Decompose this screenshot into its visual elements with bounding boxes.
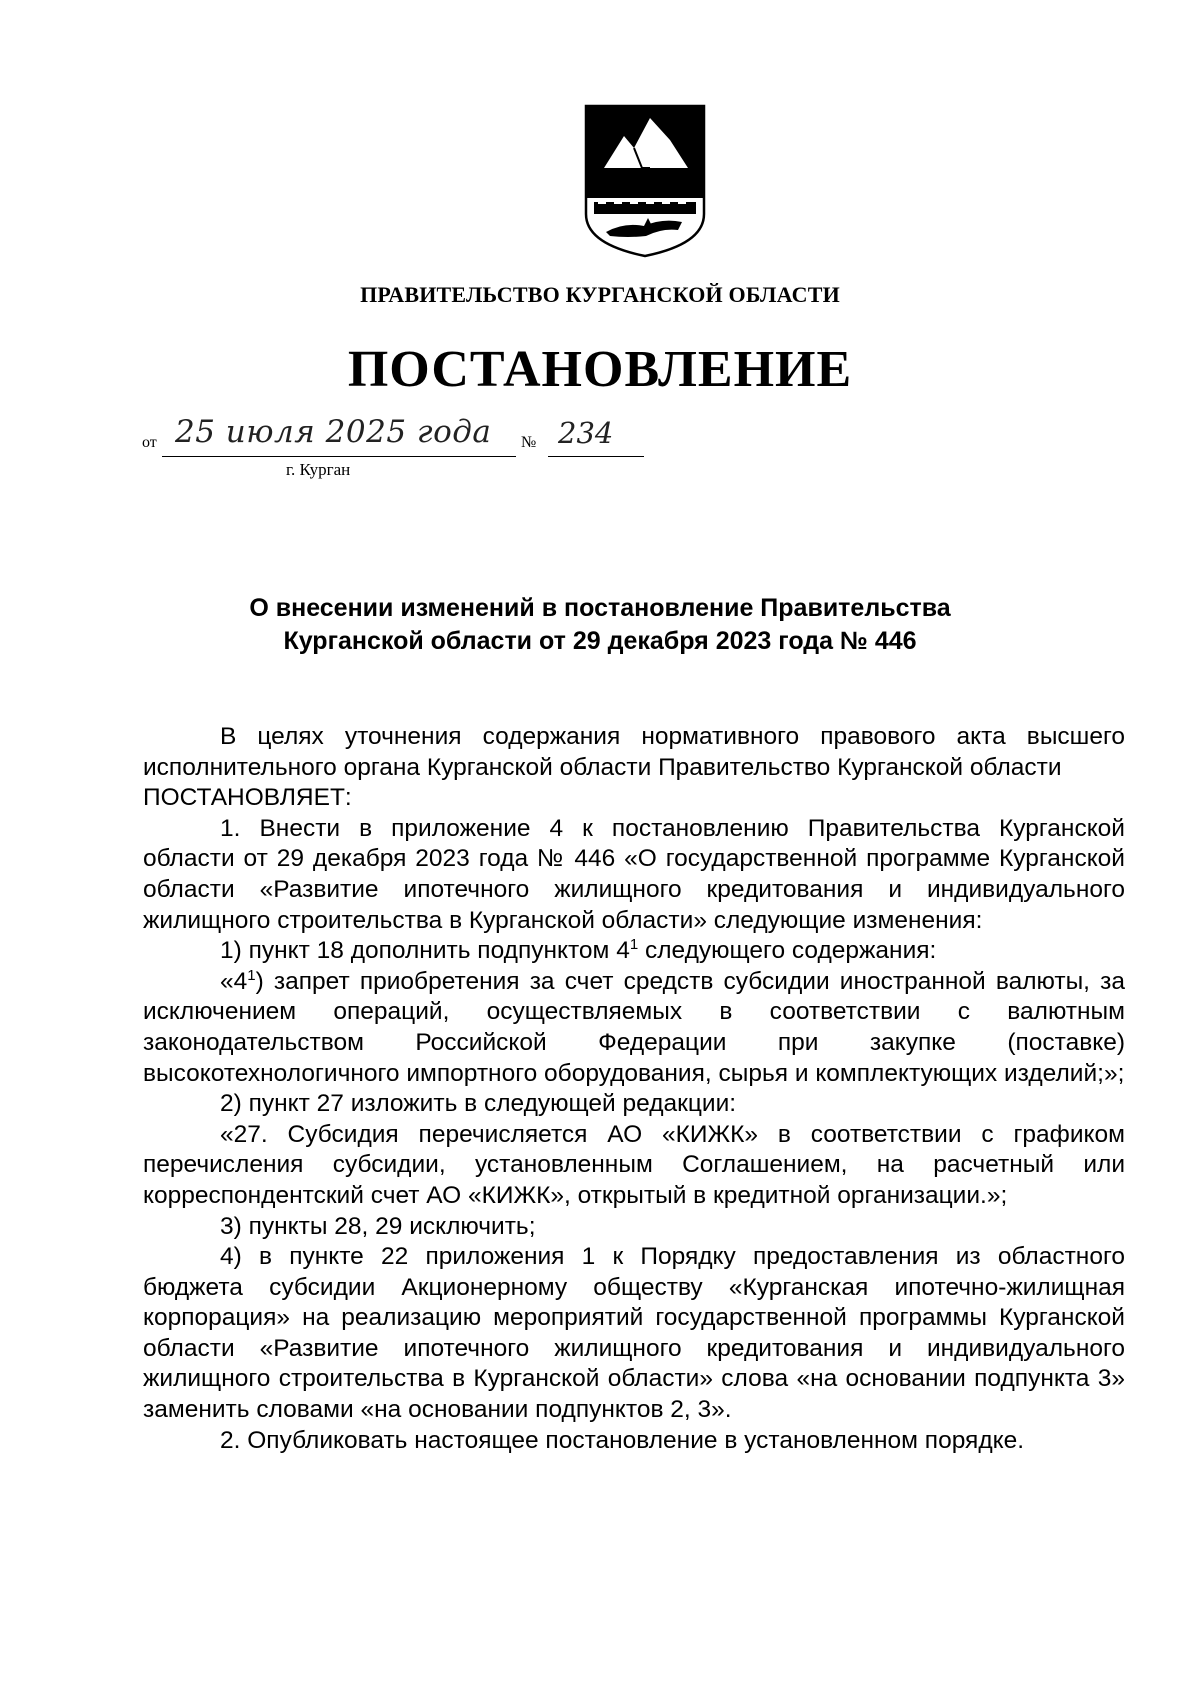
subclause-1-2-quote: «27. Субсидия перечисляется АО «КИЖК» в соответствии с графиком перечисления субсидии, установленным Соглашением, на расчетный или корреспондентский счет АО «КИЖК», открытый в кредитной организации.»;	[143, 1120, 1125, 1209]
superscript: 1	[629, 936, 639, 954]
city-name: г. Курган	[286, 460, 351, 479]
subclause-1-4: 4) в пункте 22 приложения 1 к Порядку предоставления из областного бюджета субсидии Акционерному обществу «Курганская ипотечно-жилищная корпорация» на реализацию мероприятий государственной программы Курганской области «Развитие ипотечного жилищного кредитования и индивидуального жилищного строительства в Курганской области» слова «на основании подпункта 3» заменить словами «на основании подпунктов 2, 3».	[143, 1243, 1125, 1424]
document-title	[0, 592, 1200, 658]
quote-text-b: ) запрет приобретения за счет средств субсидии иностранной валюты, за исключением операций, осуществляемых в соответствии с валютным законодательством Российской Федерации при закупке (поставке) высокотехнологичного импортного оборудования, сырья и комплектующих изделий;»;	[143, 967, 1125, 1087]
handwritten-number: 234	[558, 416, 614, 450]
subclause-1-1	[143, 936, 1125, 967]
handwritten-date: 25 июля 2025 года	[175, 414, 492, 450]
quote-text-a: «4	[220, 967, 248, 995]
subclause-1-1-text-b: следующего содержания:	[638, 937, 937, 965]
document-body	[143, 722, 1125, 1456]
resolves-word: ПОСТАНОВЛЯЕТ:	[143, 784, 352, 812]
superscript: 1	[247, 966, 256, 984]
date-from-label: от	[142, 434, 157, 451]
subclause-1-3: 3) пункты 28, 29 исключить;	[220, 1212, 536, 1240]
government-name: ПРАВИТЕЛЬСТВО КУРГАНСКОЙ ОБЛАСТИ	[360, 282, 840, 307]
document-type-heading: ПОСТАНОВЛЕНИЕ	[347, 341, 853, 398]
clause-2: 2. Опубликовать настоящее постановление в установленном порядке.	[220, 1426, 1025, 1454]
title-line-1: О внесении изменений в постановление Правительства	[249, 594, 951, 622]
subclause-1-1-text-a: 1) пункт 18 дополнить подпунктом 4	[220, 937, 630, 965]
subclause-1-2: 2) пункт 27 изложить в следующей редакции:	[220, 1090, 737, 1118]
title-line-2: Курганской области от 29 декабря 2023 года № 446	[283, 627, 917, 655]
date-underline	[162, 456, 516, 457]
kurgan-coat-of-arms-emblem	[584, 104, 706, 258]
number-underline	[548, 456, 644, 457]
preamble-paragraph: В целях уточнения содержания нормативного правового акта высшего исполнительного органа Курганской области Правительство Курганской области	[143, 723, 1125, 781]
subclause-1-1-quote	[143, 967, 1125, 1089]
number-label: №	[521, 434, 537, 451]
clause-1: 1. Внести в приложение 4 к постановлению Правительства Курганской области от 29 декабря 2023 года № 446 «О государственной программе Курганской области «Развитие ипотечного жилищного кредитования и индивидуального жилищного строительства в Курганской области» следующие изменения:	[143, 814, 1125, 934]
